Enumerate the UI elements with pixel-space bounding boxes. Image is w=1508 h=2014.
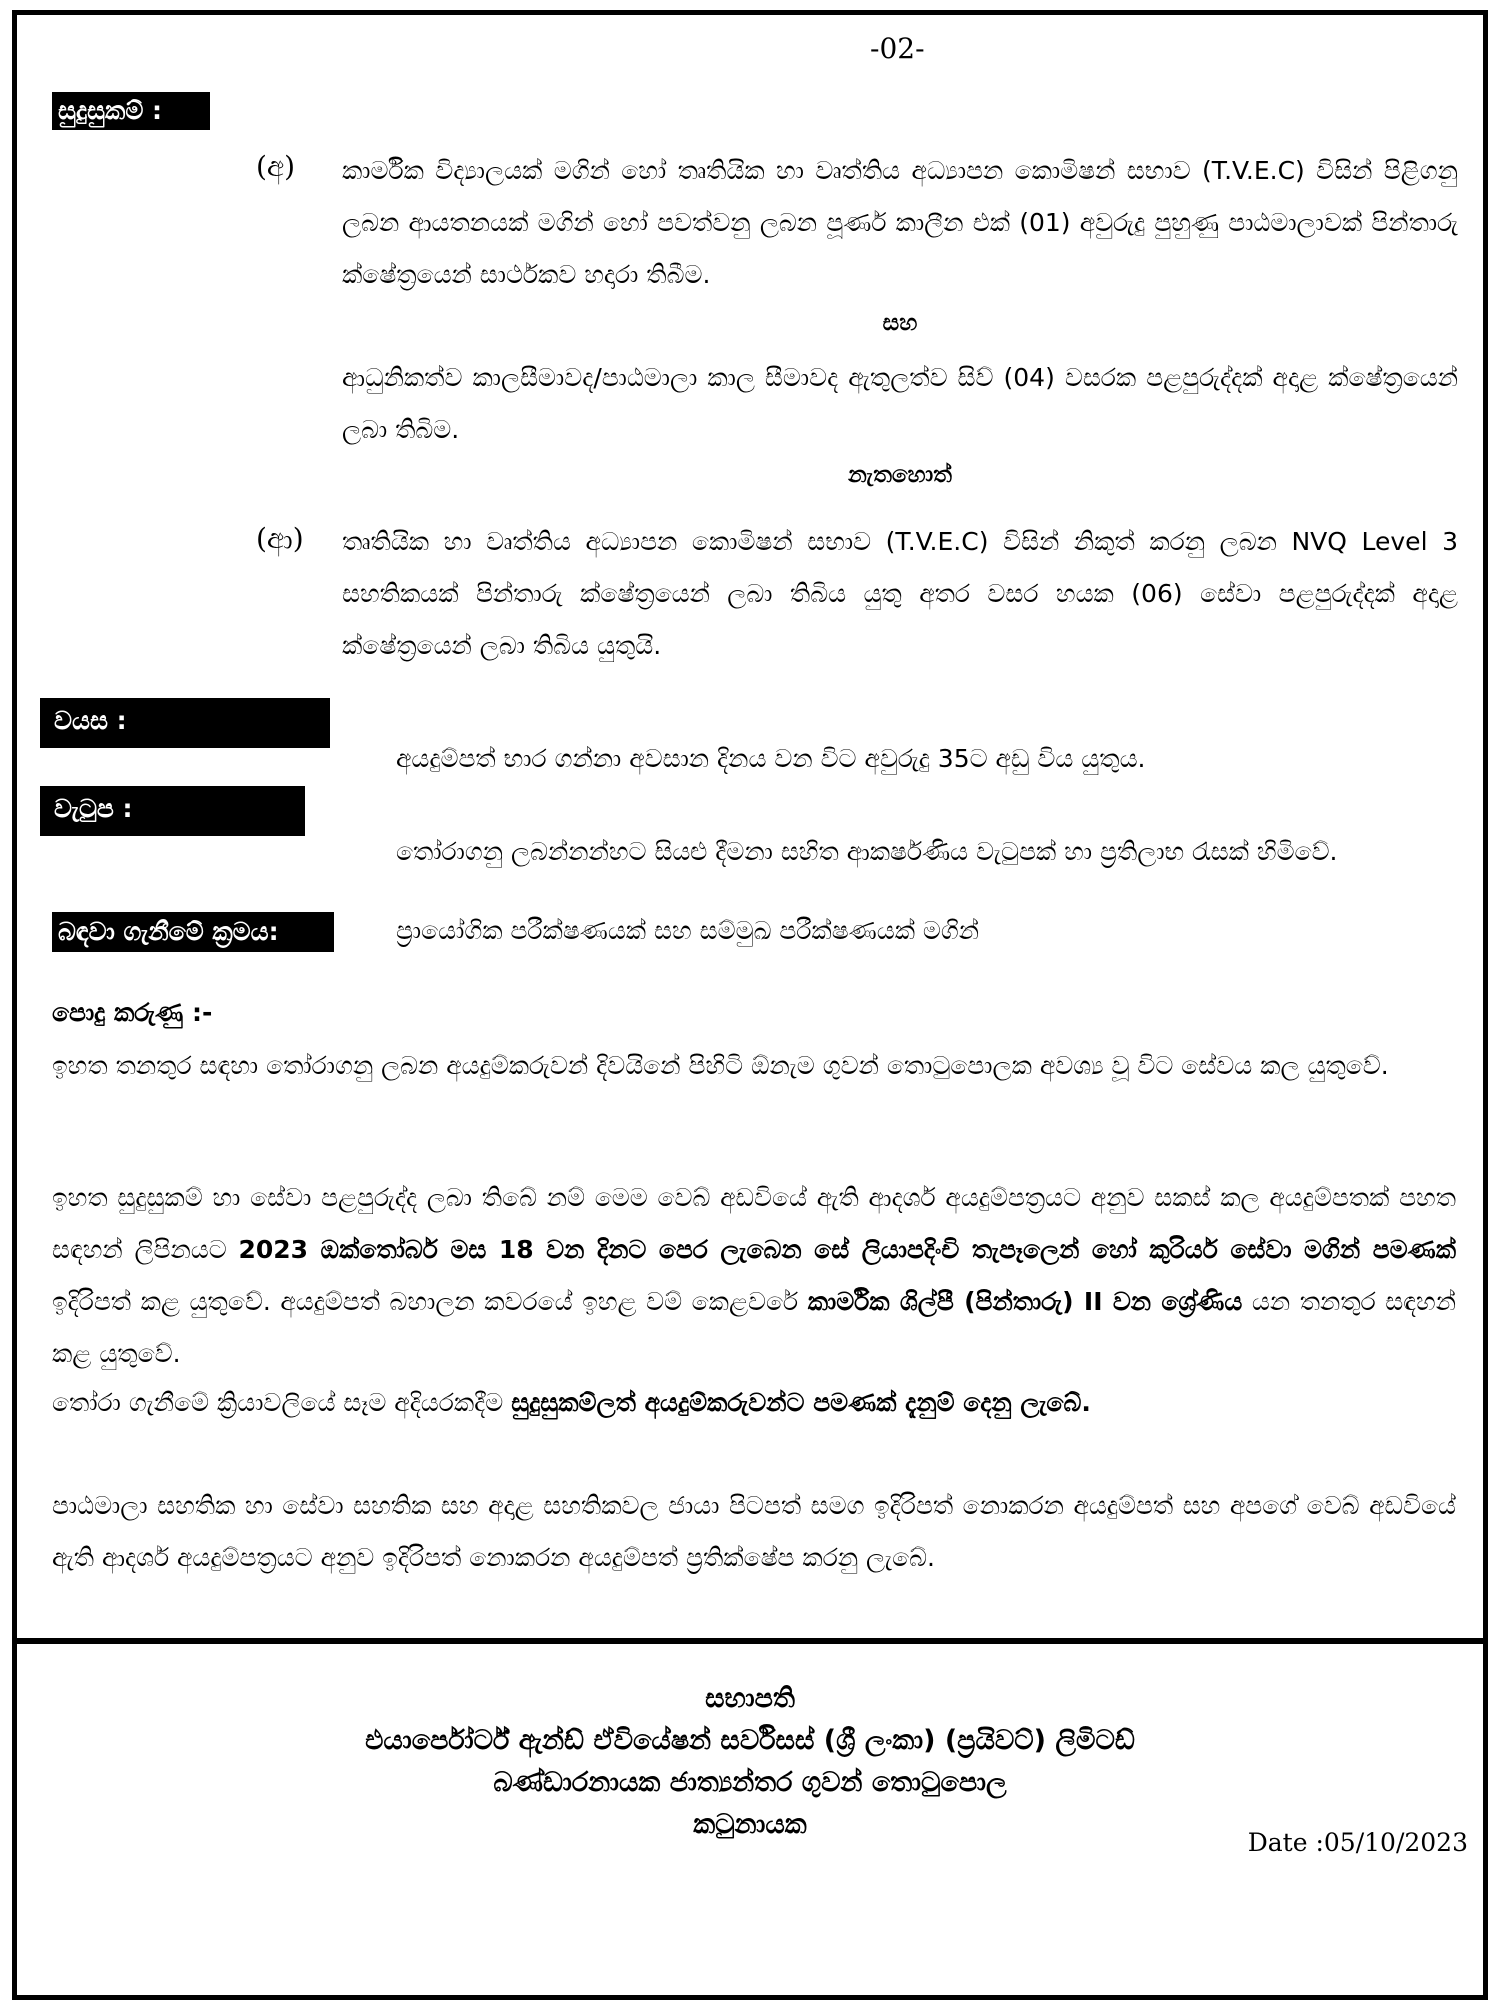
salary-label: වැටුප : <box>40 786 305 836</box>
option-b-marker: (ආ) <box>256 522 304 555</box>
general-text: ඉහත තනතුර සඳහා තෝරාගනු ලබන අයදුම්කරුවන් දිවයිනේ පිහිටි ඕනැම ගුවන් තොටුපොලක අවශ්‍ය වූ විට සේවය කල යුතුවේ. <box>52 1051 1389 1080</box>
document-date: Date :05/10/2023 <box>1247 1828 1468 1857</box>
option-a-marker: (අ) <box>256 150 296 183</box>
recruitment-label: බඳවා ගැනීමේ ක්‍රමය: <box>52 912 334 952</box>
company-name: එයාර්පෝර්ට් ඇන්ඩ් ඒවියේෂන් සර්විසස් (ශ්‍රී ලංකා) (ප්‍රයිවට්) ලිමිටඩ් <box>365 1725 1135 1756</box>
notification-notice: තෝරා ගැනීමේ ක්‍රියාවලියේ සෑම අදියරකදීම සුදුසුකම්ලත් අයදුම්කරුවන්ට පමණක් දැනුම් දෙනු ලැබේ. <box>52 1388 1091 1417</box>
option-b-text: තෘතියික හා වෘත්තිය අධ්‍යාපන කොමිෂන් සභාව (T.V.E.C) විසින් නිකුත් කරනු ලබන NVQ Level 3 සහතිකයක් පින්තාරු ක්ෂේත්‍රයෙන් ලබා තිබිය යුතු අතර වසර හයක (06) සේවා පළපුරුද්දක් අදාළ ක්ෂේත්‍රයෙන් ලබා තිබිය යුතුයි. <box>342 527 1458 660</box>
general-heading: පොදු කරුණු :- <box>52 998 213 1027</box>
salary-text: තෝරාගනු ලබන්නන්හට සියළු දීමනා සහිත ආකර්ෂණිය වැටුපක් හා ප්‍රතිලාභ රැසක් හිමිවේ. <box>396 837 1338 866</box>
chairman-title: සභාපති <box>705 1683 795 1714</box>
option-a-experience: ආධුනිකත්ව කාලසීමාවද/පාඨමාලා කාල සීමාවද ඇතුලත්ව සිව් (04) වසරක පළපුරුද්දක් අදාළ ක්ෂේත්‍රයෙන් ලබා තිබිම. <box>342 363 1458 444</box>
qualifications-heading: සුදුසුකම් : <box>52 92 210 130</box>
page-number: -02- <box>870 32 925 65</box>
rejection-notice: පාඨමාලා සහතික හා සේවා සහතික සහ අදාළ සහතිකවල ජායා පිටපත් සමග ඉදිරිපත් නොකරන අයදුම්පත් සහ අපගේ වෙබ් අඩවියේ ඇති ආදර්ශ අයදුම්පත්‍රයට අනුව ඉදිරිපත් නොකරන අයදුම්පත් ප්‍රතික්ෂේප කරනු ලැබේ. <box>52 1491 1456 1572</box>
airport-name: බණ්ඩාරනායක ජාත්‍යන්තර ගුවන් තොටුපොල <box>493 1767 1007 1798</box>
age-label: වයස : <box>40 698 330 748</box>
recruitment-text: ප්‍රායෝගික පරීක්ෂණයක් සහ සම්මුඛ පරීක්ෂණයක් මගින් <box>396 916 980 945</box>
option-a-text: කාර්මික විද්‍යාලයක් මගින් හෝ තෘතියික හා වෘත්තිය අධ්‍යාපන කොමිෂන් සභාව (T.V.E.C) විසින් පිළිගනු ලබන ආයතනයක් මගින් හෝ පවත්වනු ලබන පූර්ණ කාලීන එක් (01) අවුරුදු පුහුණු පාඨමාලාවක් පින්තාරු ක්ෂේත්‍රයෙන් සාර්ථකව හදාරා තිබීම. <box>342 156 1458 289</box>
footer-divider <box>17 1638 1483 1644</box>
or-label: නැතහොත් <box>848 462 952 488</box>
age-text: අයදුම්පත් භාර ගන්නා අවසාන දිනය වන විට අවුරුදු 35ට අඩු විය යුතුය. <box>396 744 1146 773</box>
application-instructions: ඉහත සුදුසුකම් හා සේවා පළපුරුද්ද ලබා තිබේ නම් මෙම වෙබ් අඩවියේ ඇති ආදර්ශ අයදුම්පත්‍රයට අනුව සකස් කල අයදුම්පතක් පහත සඳහන් ලිපිනයට 2023 ඔක්තෝබර් මස 18 වන දිනට පෙර ලැබෙන සේ ලියාපදිංචි තැපෑලෙන් හෝ කුරියර් සේවා මගින් පමණක් ඉදිරිපත් කළ යුතුවේ. අයදුම්පත් බහාලන කවරයේ ඉහළ වම් කෙළවරේ කාර්මික ශිල්පී (පින්තාරු) II වන ශ්‍රේණිය යන තනතුර සඳහන් කළ යුතුවේ. <box>52 1183 1456 1368</box>
location-name: කටුනායක <box>693 1809 807 1840</box>
signature-block <box>17 1678 1483 1846</box>
and-conjunction: සහ <box>882 310 918 336</box>
